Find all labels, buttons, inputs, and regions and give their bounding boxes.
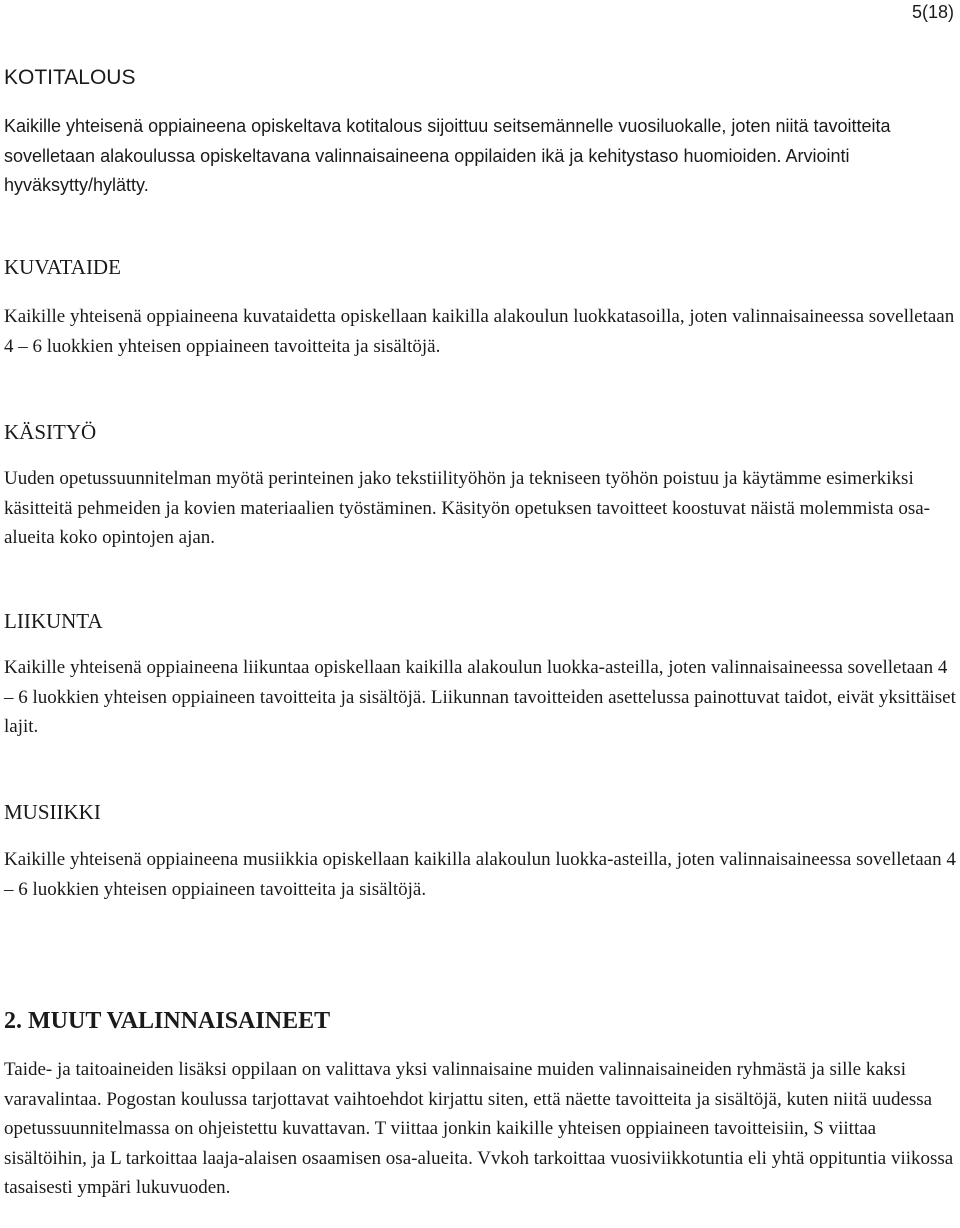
page-number: 5(18) <box>911 2 954 22</box>
section-body-muut-valinnaisaineet: Taide- ja taitoaineiden lisäksi oppilaan on valittava yksi valinnaisaine muiden valinnaisaineiden ryhmästä ja sille kaksi varavalintaa. Pogostan koulussa tarjottavat vaihtoehdot kirjattu siten, että näette tavoitteita ja sisältöjä, kuten niitä uudessa opetussuunnitelmassa on ohjeistettu kuvattavan. T viittaa jonkin kaikille yhteisen oppiaineen tavoitteisiin, S viittaa sisältöihin, ja L tarkoittaa laaja-alaisen osaamisen osa-alueita. Vvkoh tarkoittaa vuosiviikkotuntia eli yhtä oppituntia viikossa tasaisesti ympäri lukuvuoden. <box>4 1059 954 1198</box>
section-body-musiikki: Kaikille yhteisenä oppiaineena musiikkia opiskellaan kaikilla alakoulun luokka-asteilla, joten valinnaisaineessa sovelletaan 4 – 6 luokkien yhteisen oppiaineen tavoitteita ja sisältöjä. <box>4 849 956 900</box>
section-heading-musiikki: MUSIIKKI <box>4 800 101 824</box>
section-heading-kotitalous: KOTITALOUS <box>4 66 136 89</box>
section-body-kotitalous: Kaikille yhteisenä oppiaineena opiskeltava kotitalous sijoittuu seitsemännelle vuosiluokalle, joten niitä tavoitteita sovelletaan alakoulussa opiskeltavana valinnaisaineena oppilaiden ikä ja kehitystaso huomioiden. Arviointi hyväksytty/hylätty. <box>4 116 891 195</box>
section-heading-kuvataide: KUVATAIDE <box>4 255 121 279</box>
section-body-liikunta: Kaikille yhteisenä oppiaineena liikuntaa opiskellaan kaikilla alakoulun luokka-asteilla, joten valinnaisaineessa sovelletaan 4 – 6 luokkien yhteisen oppiaineen tavoitteita ja sisältöjä. Liikunnan tavoitteiden asettelussa painottuvat taidot, eivät yksittäiset lajit. <box>4 657 956 737</box>
section-heading-muut-valinnaisaineet: 2. MUUT VALINNAISAINEET <box>4 1008 331 1034</box>
section-body-kuvataide: Kaikille yhteisenä oppiaineena kuvataidetta opiskellaan kaikilla alakoulun luokkatasoilla, joten valinnaisaineessa sovelletaan 4 – 6 luokkien yhteisen oppiaineen tavoitteita ja sisältöjä. <box>4 306 955 357</box>
section-heading-kasityo: KÄSITYÖ <box>4 420 97 444</box>
section-body-kasityo: Uuden opetussuunnitelman myötä perinteinen jako tekstiilityöhön ja tekniseen työhön poistuu ja käytämme esimerkiksi käsitteitä pehmeiden ja kovien materiaalien työstäminen. Käsityön opetuksen tavoitteet koostuvat näistä molemmista osa-alueita koko opintojen ajan. <box>4 468 931 548</box>
section-heading-liikunta: LIIKUNTA <box>4 609 103 633</box>
